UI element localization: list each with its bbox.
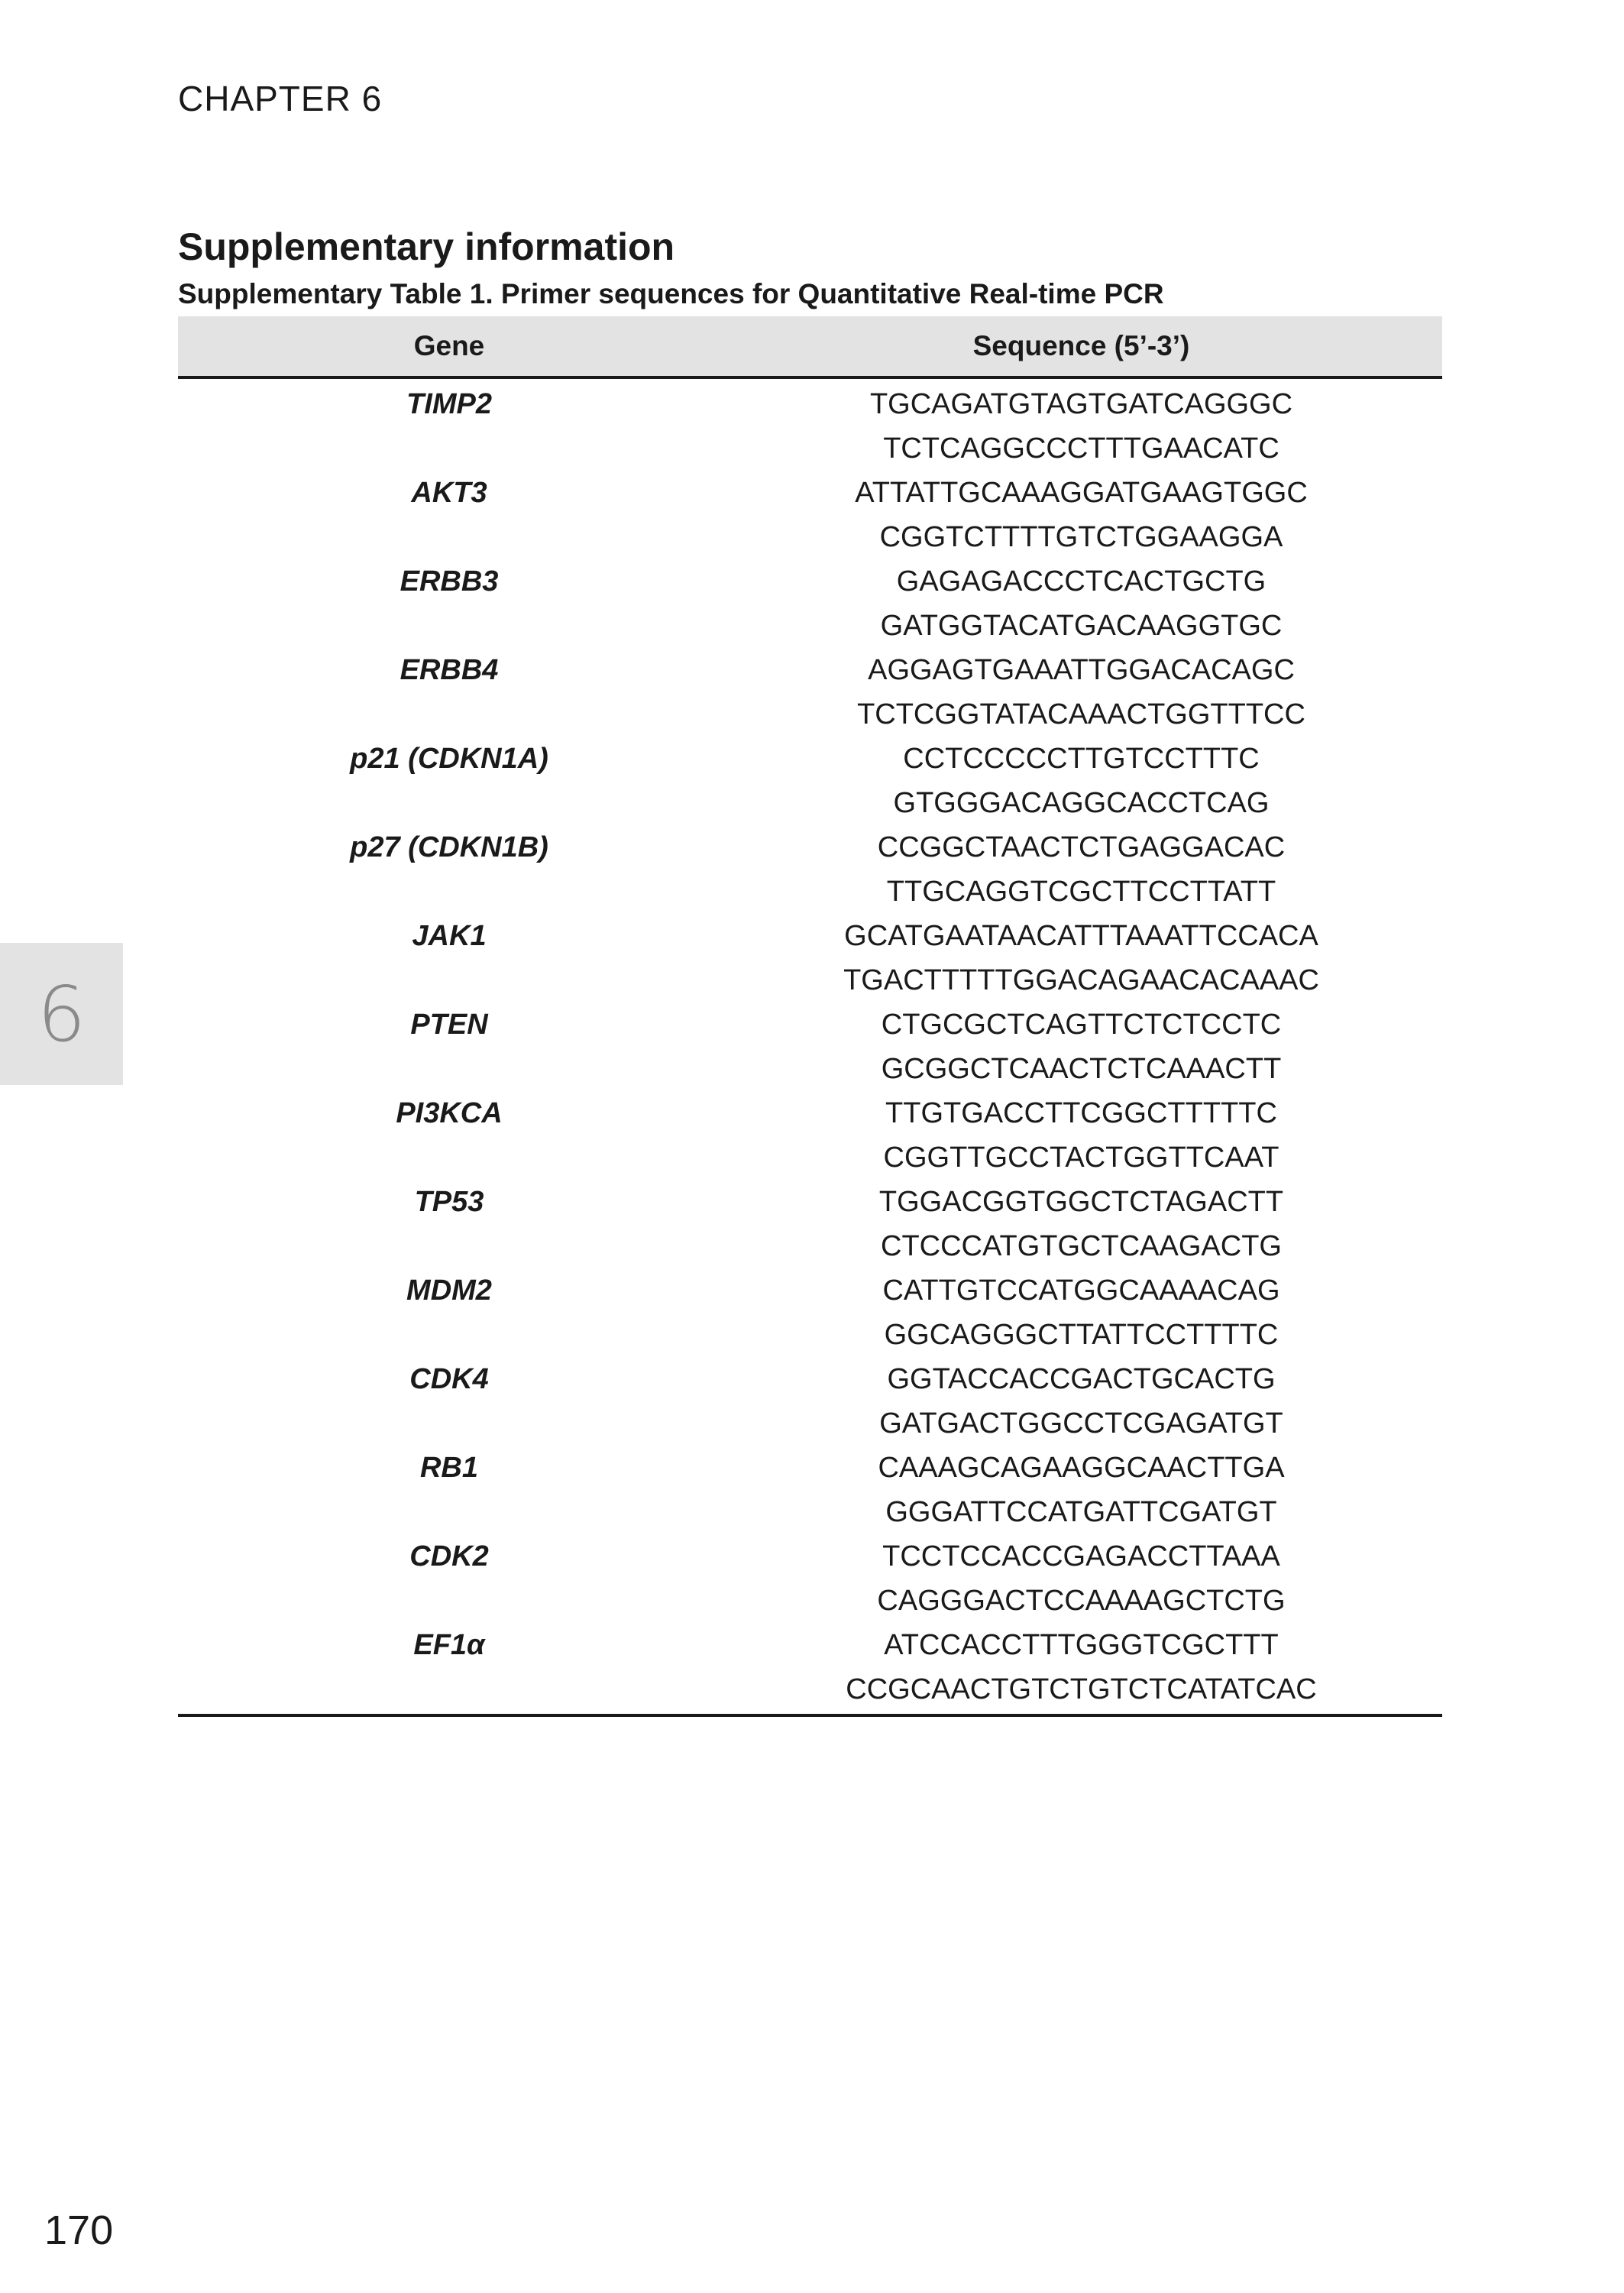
forward-primer-cell: CATTGTCCATGGCAAAACAG <box>882 1274 1280 1307</box>
table-header-row <box>178 316 1442 377</box>
table-body <box>178 377 1442 1715</box>
reverse-primer-cell: GATGGTACATGACAAGGTGC <box>880 610 1283 642</box>
gene-name-cell: JAK1 <box>412 920 487 952</box>
empty-gene-cell <box>178 1667 720 1715</box>
forward-primer-cell: CAAAGCAGAAGGCAACTTGA <box>878 1452 1285 1484</box>
table-row-reverse <box>178 870 1442 914</box>
gene-name-cell: ERBB4 <box>400 654 499 686</box>
empty-gene-cell <box>178 781 720 825</box>
empty-gene-cell <box>178 515 720 559</box>
forward-primer-cell: GGTACCACCGACTGCACTG <box>887 1363 1276 1395</box>
primer-table <box>178 316 1442 1717</box>
empty-gene-cell <box>178 1047 720 1091</box>
reverse-primer-cell: GGGATTCCATGATTCGATGT <box>885 1496 1277 1528</box>
chapter-tab <box>0 943 123 1085</box>
empty-gene-cell <box>178 1224 720 1268</box>
gene-name-cell: TIMP2 <box>406 388 492 420</box>
forward-primer-cell: TGGACGGTGGCTCTAGACTT <box>878 1186 1284 1218</box>
reverse-primer-cell: TGACTTTTTGGACAGAACACAAAC <box>843 964 1319 996</box>
forward-primer-cell: CCTCCCCCTTGTCCTTTC <box>903 743 1260 775</box>
table-row-forward <box>178 1623 1442 1667</box>
table-row-reverse <box>178 1135 1442 1180</box>
empty-gene-cell <box>178 1490 720 1534</box>
table-row-forward <box>178 1002 1442 1047</box>
forward-primer-cell: CCGGCTAACTCTGAGGACAC <box>877 831 1286 863</box>
reverse-primer-cell: CGGTCTTTTGTCTGGAAGGA <box>879 521 1283 553</box>
table-row-reverse <box>178 1401 1442 1446</box>
table-row-reverse <box>178 1313 1442 1357</box>
forward-primer-cell: GAGAGACCCTCACTGCTG <box>896 565 1267 598</box>
reverse-primer-cell: GATGACTGGCCTCGAGATGT <box>879 1407 1283 1440</box>
gene-name-cell: ERBB3 <box>400 565 499 598</box>
table-row-reverse <box>178 958 1442 1002</box>
empty-gene-cell <box>178 1135 720 1180</box>
table-row-forward <box>178 737 1442 781</box>
table-row-reverse <box>178 1667 1442 1715</box>
forward-primer-cell: ATCCACCTTTGGGTCGCTTT <box>884 1629 1279 1661</box>
forward-primer-cell: AGGAGTGAAATTGGACACAGC <box>868 654 1295 686</box>
table-row-forward <box>178 1534 1442 1579</box>
table-row-reverse <box>178 1490 1442 1534</box>
table-row-reverse <box>178 1224 1442 1268</box>
reverse-primer-cell: GGCAGGGCTTATTCCTTTTC <box>884 1319 1279 1351</box>
table-row-forward <box>178 1091 1442 1135</box>
primer-table-container <box>178 316 1442 1717</box>
reverse-primer-cell: TTGCAGGTCGCTTCCTTATT <box>886 876 1276 908</box>
empty-gene-cell <box>178 870 720 914</box>
gene-name-cell: p21 (CDKN1A) <box>350 743 548 775</box>
reverse-primer-cell: CGGTTGCCTACTGGTTCAAT <box>883 1142 1279 1174</box>
empty-gene-cell <box>178 692 720 737</box>
gene-name-cell: PTEN <box>410 1009 488 1041</box>
forward-primer-cell: CTGCGCTCAGTTCTCTCCTC <box>881 1009 1282 1041</box>
gene-name-cell: EF1α <box>413 1629 485 1661</box>
empty-gene-cell <box>178 426 720 471</box>
reverse-primer-cell: TCTCAGGCCCTTTGAACATC <box>883 432 1279 465</box>
empty-gene-cell <box>178 1579 720 1623</box>
reverse-primer-cell: GTGGGACAGGCACCTCAG <box>893 787 1270 819</box>
column-header-sequence: Sequence (5’-3’) <box>720 316 1442 377</box>
table-row-forward <box>178 648 1442 692</box>
gene-name-cell: PI3KCA <box>396 1097 503 1129</box>
gene-name-cell: CDK4 <box>409 1363 489 1395</box>
table-row-forward <box>178 825 1442 870</box>
empty-gene-cell <box>178 604 720 648</box>
table-row-forward <box>178 1268 1442 1313</box>
table-row-reverse <box>178 426 1442 471</box>
reverse-primer-cell: CCGCAACTGTCTGTCTCATATCAC <box>720 1667 1442 1715</box>
table-caption: Supplementary Table 1. Primer sequences for Quantitative Real-time PCR <box>178 278 1164 309</box>
table-row-reverse <box>178 1579 1442 1623</box>
section-title: Supplementary information <box>178 225 675 268</box>
gene-name-cell: p27 (CDKN1B) <box>350 831 548 863</box>
table-row-forward <box>178 1446 1442 1490</box>
gene-name-cell: CDK2 <box>409 1540 489 1572</box>
chapter-tab-number: 6 <box>37 969 86 1059</box>
table-row-forward <box>178 559 1442 604</box>
empty-gene-cell <box>178 1313 720 1357</box>
empty-gene-cell <box>178 1401 720 1446</box>
gene-name-cell: AKT3 <box>411 477 487 509</box>
forward-primer-cell: TTGTGACCTTCGGCTTTTTC <box>885 1097 1277 1129</box>
table-row-reverse <box>178 692 1442 737</box>
reverse-primer-cell: CTCCCATGTGCTCAAGACTG <box>881 1230 1282 1262</box>
gene-name-cell: TP53 <box>414 1186 484 1218</box>
forward-primer-cell: GCATGAATAACATTTAAATTCCACA <box>844 920 1318 952</box>
table-row-reverse <box>178 515 1442 559</box>
forward-primer-cell: TGCAGATGTAGTGATCAGGGC <box>869 388 1293 420</box>
table-row-reverse <box>178 1047 1442 1091</box>
empty-gene-cell <box>178 958 720 1002</box>
chapter-header: CHAPTER 6 <box>178 79 383 118</box>
reverse-primer-cell: TCTCGGTATACAAACTGGTTTCC <box>857 698 1305 730</box>
reverse-primer-cell: CAGGGACTCCAAAAGCTCTG <box>877 1585 1286 1617</box>
reverse-primer-cell: GCGGCTCAACTCTCAAACTT <box>881 1053 1282 1085</box>
column-header-gene: Gene <box>178 316 720 377</box>
table-row-forward <box>178 1357 1442 1401</box>
forward-primer-cell: ATTATTGCAAAGGATGAAGTGGC <box>855 477 1308 509</box>
table-row-reverse <box>178 781 1442 825</box>
page-number: 170 <box>44 2207 114 2253</box>
table-row-forward <box>178 377 1442 426</box>
forward-primer-cell: TCCTCCACCGAGACCTTAAA <box>882 1540 1280 1572</box>
table-row-forward <box>178 914 1442 958</box>
gene-name-cell: RB1 <box>419 1452 479 1484</box>
table-row-forward <box>178 471 1442 515</box>
table-row-forward <box>178 1180 1442 1224</box>
gene-name-cell: MDM2 <box>406 1274 492 1307</box>
table-row-reverse <box>178 604 1442 648</box>
